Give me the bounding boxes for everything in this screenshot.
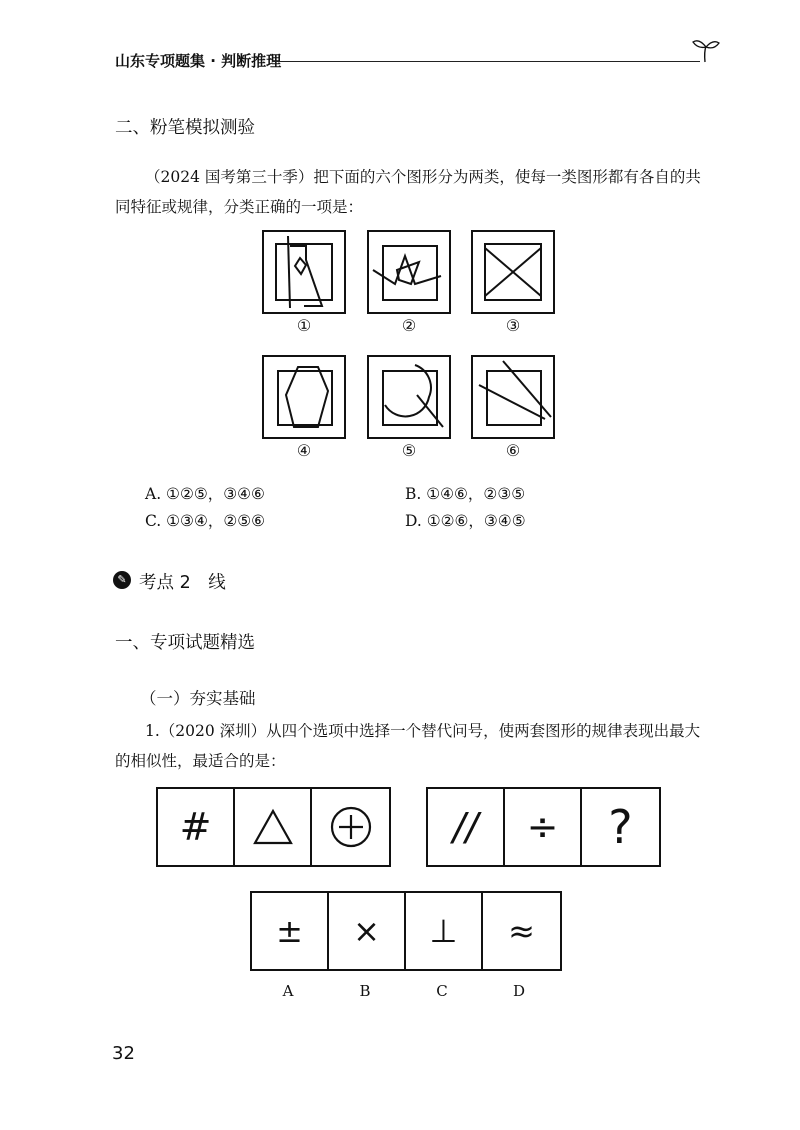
symbol-set-2: [426, 787, 661, 867]
hash-symbol: #: [158, 789, 235, 865]
answer-option-b[interactable]: B. ①④⑥，②③⑤: [405, 485, 526, 503]
figure-label-1: ①: [296, 316, 312, 335]
double-slash-symbol: //: [428, 789, 505, 865]
answer-option-c[interactable]: C. ①③④，②⑤⑥: [145, 512, 266, 530]
choice-b-times[interactable]: ×: [329, 893, 406, 969]
pencil-circle-icon: ✎: [113, 571, 131, 589]
figure-5: [367, 355, 451, 439]
choice-label-b: B: [359, 982, 371, 1000]
choice-c-perpendicular[interactable]: ⊥: [406, 893, 483, 969]
sprout-icon: [691, 36, 721, 64]
figure-6: [471, 355, 555, 439]
figure-3: [471, 230, 555, 314]
circle-plus-icon: [312, 789, 389, 865]
choice-label-d: D: [512, 982, 526, 1000]
question-intro-text: （2024 国考第三十季）把下面的六个图形分为两类，使每一类图形都有各自的共同特征或规律，分类正确的一项是：: [115, 168, 701, 216]
answer-option-a[interactable]: A. ①②⑤，③④⑥: [145, 485, 265, 503]
choice-label-a: A: [282, 982, 294, 1000]
choices-row: [250, 891, 562, 971]
figure-label-3: ③: [505, 316, 521, 335]
figure-label-2: ②: [401, 316, 417, 335]
figure-2: [367, 230, 451, 314]
question-mark-symbol: ?: [608, 800, 633, 854]
answer-option-d[interactable]: D. ①②⑥，③④⑤: [405, 512, 526, 530]
section-heading-practice: 一、专项试题精选: [115, 633, 255, 653]
question-1-text: 1.（2020 深圳）从四个选项中选择一个替代问号，使两套图形的规律表现出最大的相似性，最适合的是：: [115, 722, 701, 770]
figure-4: [262, 355, 346, 439]
choice-d-approx[interactable]: ≈: [508, 912, 535, 950]
symbol-set-1: [156, 787, 391, 867]
figure-label-6: ⑥: [505, 441, 521, 460]
choice-a-plus-minus[interactable]: ±: [252, 893, 329, 969]
subsection-heading: （一）夯实基础: [140, 689, 256, 708]
header-title: 山东专项题集 · 判断推理: [115, 52, 282, 70]
key-point-title: 考点 2 线: [139, 573, 226, 593]
choice-label-c: C: [436, 982, 448, 1000]
divide-symbol: ÷: [505, 789, 582, 865]
header-rule: [272, 61, 700, 62]
section-heading-mock-test: 二、粉笔模拟测验: [115, 118, 255, 138]
triangle-icon: [235, 789, 312, 865]
figure-1: [262, 230, 346, 314]
figure-label-4: ④: [296, 441, 312, 460]
figure-label-5: ⑤: [401, 441, 417, 460]
page-number: 32: [112, 1043, 135, 1064]
